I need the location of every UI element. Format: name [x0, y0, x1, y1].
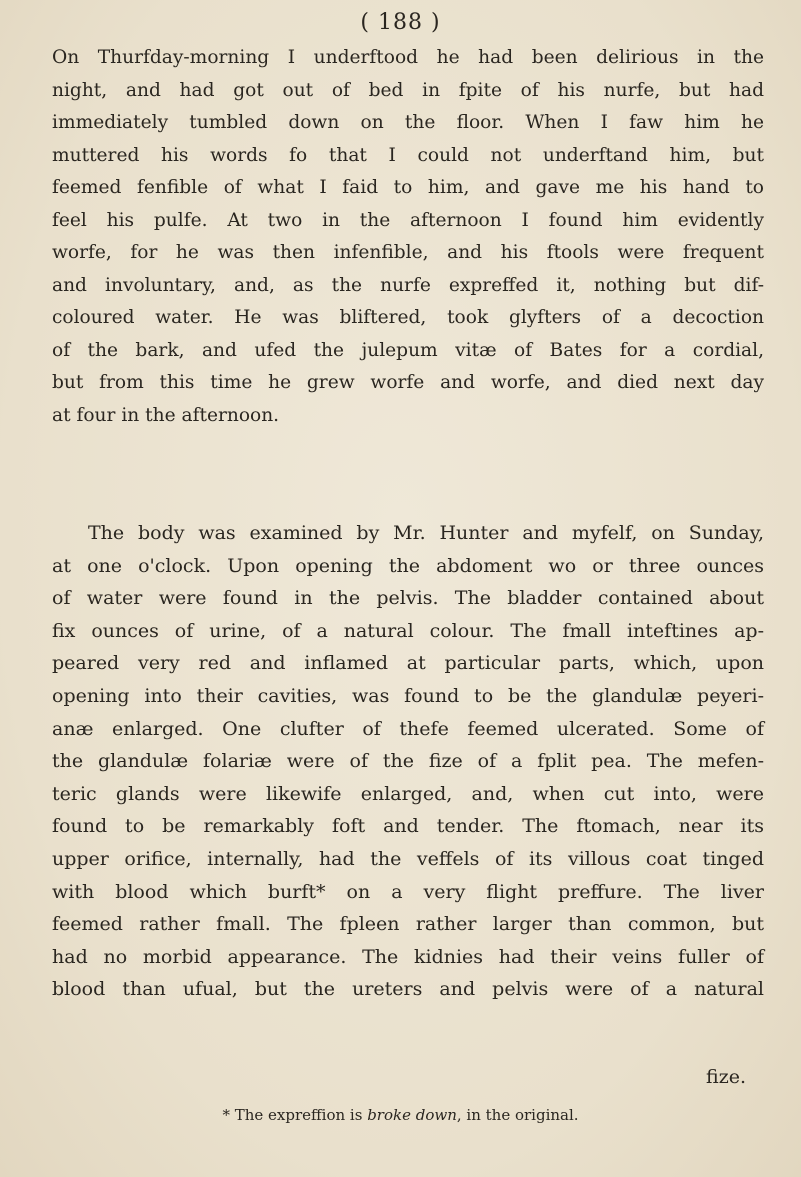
- text-line: at one o'clock. Upon opening the abdoment wo or three ounces: [52, 554, 764, 577]
- text-line: teric glands were likewife enlarged, and, when cut into, were: [52, 782, 764, 805]
- text-line: opening into their cavities, was found to be the glandulæ peyeri-: [52, 684, 764, 707]
- footnote-emphasis: broke down: [367, 1106, 457, 1124]
- footnote-suffix: , in the original.: [456, 1106, 579, 1124]
- text-line: upper orifice, internally, had the veffels of its villous coat tinged: [52, 847, 764, 870]
- text-line: blood than ufual, but the ureters and pelvis were of a natural: [52, 978, 764, 1001]
- text-line: immediately tumbled down on the floor. When I faw him he: [52, 112, 764, 133]
- text-line: anæ enlarged. One clufter of thefe feemed ulcerated. Some of: [52, 717, 764, 740]
- text-line: with blood which burft* on a very flight preffure. The liver: [52, 880, 764, 903]
- paragraph-2: [52, 517, 764, 1006]
- page-number: ( 188 ): [360, 10, 441, 35]
- text-line: of the bark, and ufed the julepum vitæ of Bates for a cordial,: [52, 339, 764, 361]
- footnote: [0, 1106, 801, 1124]
- text-line: muttered his words fo that I could not underftand him, but: [52, 144, 764, 166]
- text-line: the glandulæ folariæ were of the fize of a fplit pea. The mefen-: [52, 750, 764, 773]
- text-line: worfe, for he was then infenfible, and his ftools were frequent: [52, 242, 764, 263]
- text-line: found to be remarkably foft and tender. The ftomach, near its: [52, 815, 764, 838]
- text-line: of water were found in the pelvis. The bladder contained about: [52, 587, 764, 610]
- text-line: but from this time he grew worfe and worfe, and died next day: [52, 372, 764, 393]
- text-line: The body was examined by Mr. Hunter and myfelf, on Sunday,: [88, 522, 764, 544]
- text-line: feemed fenfible of what I faid to him, and gave me his hand to: [52, 177, 764, 198]
- paragraph-1: [52, 42, 764, 432]
- text-line: On Thurfday-morning I underftood he had been delirious in the: [52, 47, 764, 68]
- text-line: had no morbid appearance. The kidnies had their veins fuller of: [52, 945, 764, 968]
- text-line: peared very red and inflamed at particular parts, which, upon: [52, 652, 764, 675]
- text-line: night, and had got out of bed in fpite of his nurfe, but had: [52, 79, 764, 101]
- text-line: feemed rather fmall. The fpleen rather larger than common, but: [52, 913, 764, 936]
- footnote-prefix: * The expreffion is: [222, 1106, 368, 1124]
- text-line: coloured water. He was bliftered, took glyfters of a decoction: [52, 307, 764, 328]
- text-line: and involuntary, and, as the nurfe expreffed it, nothing but dif-: [52, 274, 764, 296]
- catchword: fize.: [706, 1066, 746, 1088]
- text-line: feel his pulfe. At two in the afternoon I found him evidently: [52, 209, 764, 231]
- text-line: at four in the afternoon.: [52, 404, 280, 426]
- text-line: fix ounces of urine, of a natural colour. The fmall inteftines ap-: [52, 619, 764, 642]
